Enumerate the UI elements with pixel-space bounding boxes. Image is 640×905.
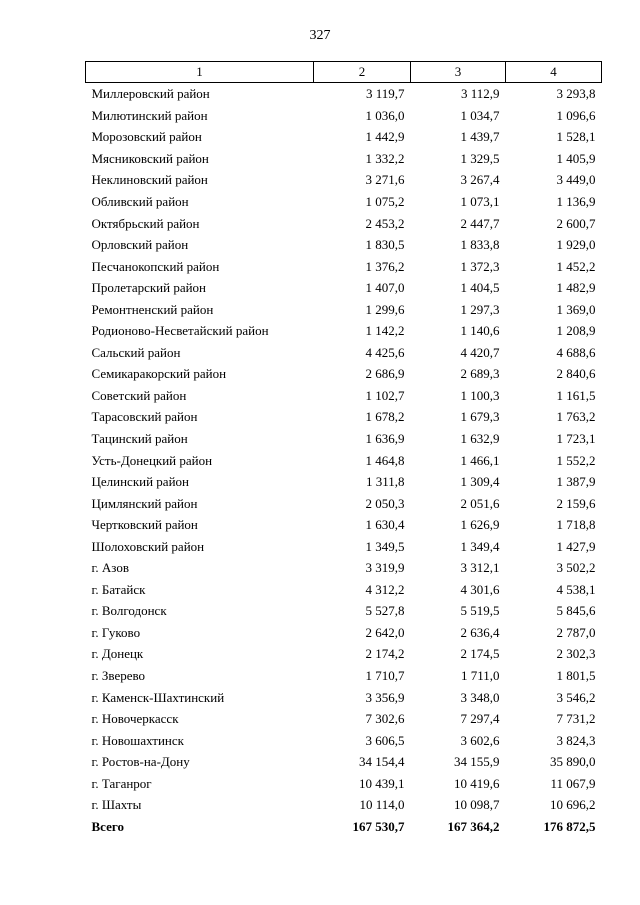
value-cell-col-4: 1 208,9: [556, 323, 596, 339]
value-cell-col-3: 1 073,1: [460, 194, 500, 209]
table-row: [86, 729, 602, 751]
value-cell-col-4: 2 600,7: [556, 215, 596, 231]
table-row: [86, 686, 602, 708]
value-cell-col-3: 3 267,4: [460, 172, 500, 188]
table-row: [86, 83, 602, 105]
table-row: [86, 320, 602, 342]
value-cell-col-3: 2 447,7: [460, 215, 500, 231]
value-cell-col-2: 3 356,9: [365, 689, 405, 705]
value-cell-col-4: 1 929,0: [556, 237, 596, 253]
district-name-cell: г. Новочеркасск: [91, 711, 179, 727]
district-name-cell: г. Гуково: [91, 624, 141, 640]
value-cell-col-4: 2 840,6: [556, 366, 596, 382]
value-cell-col-2: 4 425,6: [365, 344, 405, 360]
value-cell-col-2: 4 312,2: [365, 581, 405, 597]
value-cell-col-4: 4 538,1: [556, 581, 596, 597]
value-cell-col-3: 1 309,4: [460, 474, 500, 490]
header-col-3: 3: [411, 62, 506, 83]
value-cell-col-3: 3 312,1: [460, 560, 500, 576]
value-cell-col-4: 1 723,1: [556, 431, 596, 447]
value-cell-col-2: 1 036,0: [365, 107, 405, 123]
value-cell-col-4: 1 387,9: [556, 474, 596, 490]
value-cell-col-2: 2 453,2: [365, 215, 405, 231]
value-cell-col-2: 1 830,5: [365, 237, 405, 253]
value-cell-col-2: 1 142,2: [365, 323, 405, 339]
district-name-cell: Родионово-Несветайский район: [91, 323, 269, 339]
header-col-1: 1: [86, 62, 314, 83]
district-name-cell: Тацинский район: [91, 431, 188, 447]
value-cell-col-2: 3 319,9: [365, 560, 405, 576]
district-name-cell: Песчанокопский район: [91, 258, 220, 274]
value-cell-col-4: 2 787,0: [556, 624, 596, 640]
table-row: [86, 428, 602, 450]
district-name-cell: Милютинский район: [91, 107, 208, 123]
value-cell-col-4: 1 801,5: [556, 668, 596, 684]
total-row: [86, 816, 602, 838]
table-body: [86, 83, 602, 838]
table-row: [86, 191, 602, 213]
value-cell-col-2: 1 464,8: [365, 452, 405, 468]
value-cell-col-4: 1 427,9: [556, 538, 596, 554]
district-name-cell: г. Ростов-на-Дону: [91, 754, 190, 770]
value-cell-col-3: 1 100,3: [460, 387, 500, 403]
value-cell-col-4: 1 405,9: [556, 150, 596, 166]
value-cell-col-4: 1 763,2: [556, 409, 596, 425]
value-cell-col-3: 2 051,6: [460, 495, 500, 511]
value-cell-col-2: 2 642,0: [365, 624, 405, 640]
value-cell-col-2: 2 174,2: [365, 646, 405, 662]
value-cell-col-4: 1 482,9: [556, 280, 596, 296]
value-cell-col-3: 1 404,5: [460, 280, 500, 296]
table-row: [86, 600, 602, 622]
value-cell-col-4: 1 452,2: [556, 258, 596, 274]
value-cell-col-3: 1 372,3: [460, 258, 500, 274]
value-cell-col-2: 1 376,2: [365, 258, 405, 274]
table-row: [86, 471, 602, 493]
value-cell-col-3: 10 098,7: [454, 797, 500, 813]
district-name-cell: Орловский район: [91, 237, 189, 253]
value-cell-col-3: 1 679,3: [460, 409, 500, 425]
value-cell-col-3: 1 626,9: [460, 517, 500, 533]
value-cell-col-3: 34 155,9: [454, 754, 500, 770]
district-name-cell: Тарасовский район: [91, 409, 198, 425]
district-name-cell: Сальский район: [91, 344, 181, 360]
value-cell-col-2: 1 678,2: [365, 409, 405, 425]
district-name-cell: Шолоховский район: [91, 538, 205, 554]
value-cell-col-4: 176 872,5: [543, 818, 596, 834]
value-cell-col-2: 1 299,6: [365, 301, 405, 317]
value-cell-col-4: 3 546,2: [556, 689, 596, 705]
value-cell-col-4: 11 067,9: [550, 775, 596, 791]
district-name-cell: Всего: [91, 818, 124, 834]
value-cell-col-4: 1 161,5: [556, 387, 596, 403]
value-cell-col-2: 10 114,0: [359, 797, 405, 813]
report-table: [85, 61, 602, 837]
value-cell-col-4: 3 824,3: [556, 732, 596, 748]
district-name-cell: Семикаракорский район: [91, 366, 227, 382]
table-row: [86, 579, 602, 601]
value-cell-col-3: 10 419,6: [454, 775, 500, 791]
table-row: [86, 773, 602, 795]
district-name-cell: Усть-Донецкий район: [91, 452, 213, 468]
table-header: [86, 62, 602, 83]
value-cell-col-4: 3 449,0: [556, 172, 596, 188]
value-cell-col-2: 3 119,7: [365, 86, 405, 102]
header-row: [86, 62, 602, 83]
table-row: [86, 126, 602, 148]
table-row: [86, 255, 602, 277]
value-cell-col-4: 7 731,2: [556, 711, 596, 727]
value-cell-col-4: 10 696,2: [550, 797, 596, 813]
value-cell-col-2: 2 686,9: [365, 366, 405, 382]
district-name-cell: г. Батайск: [91, 581, 146, 597]
district-name-cell: Цимлянский район: [91, 495, 198, 511]
table-row: [86, 277, 602, 299]
district-name-cell: Неклиновский район: [91, 172, 208, 188]
table-row: [86, 449, 602, 471]
value-cell-col-3: 5 519,5: [460, 603, 500, 619]
value-cell-col-2: 2 050,3: [365, 495, 405, 511]
table-row: [86, 298, 602, 320]
table-row: [86, 794, 602, 816]
district-name-cell: Пролетарский район: [91, 280, 207, 296]
value-cell-col-3: 167 364,2: [447, 818, 500, 834]
table-row: [86, 557, 602, 579]
table-row: [86, 385, 602, 407]
table-row: [86, 751, 602, 773]
header-col-2: 2: [314, 62, 411, 83]
table-row: [86, 363, 602, 385]
value-cell-col-3: 1 349,4: [460, 538, 500, 554]
value-cell-col-3: 1 466,1: [460, 452, 500, 468]
table-row: [86, 234, 602, 256]
district-name-cell: г. Шахты: [91, 797, 142, 813]
value-cell-col-3: 7 297,4: [460, 711, 500, 727]
value-cell-col-2: 1 710,7: [365, 668, 405, 684]
value-cell-col-3: 1 632,9: [460, 431, 500, 447]
value-cell-col-2: 10 439,1: [359, 775, 405, 791]
table-row: [86, 212, 602, 234]
value-cell-col-2: 1 075,2: [365, 194, 405, 209]
page-number: 327: [309, 28, 331, 43]
value-cell-col-3: 4 420,7: [460, 344, 500, 360]
value-cell-col-4: 5 845,6: [556, 603, 596, 619]
value-cell-col-4: 2 159,6: [556, 495, 596, 511]
district-name-cell: Советский район: [91, 387, 187, 403]
value-cell-col-2: 3 271,6: [365, 172, 405, 188]
district-name-cell: г. Азов: [91, 560, 129, 576]
value-cell-col-2: 1 407,0: [365, 280, 405, 296]
value-cell-col-3: 3 602,6: [460, 732, 500, 748]
value-cell-col-4: 3 293,8: [556, 86, 596, 102]
value-cell-col-2: 3 606,5: [365, 732, 405, 748]
value-cell-col-2: 34 154,4: [359, 754, 405, 770]
table-row: [86, 342, 602, 364]
district-name-cell: г. Зверево: [91, 668, 146, 684]
header-col-4: 4: [506, 62, 602, 83]
value-cell-col-2: 1 630,4: [365, 517, 405, 533]
value-cell-col-3: 1 140,6: [460, 323, 500, 339]
district-name-cell: Обливский район: [91, 194, 189, 209]
table-row: [86, 665, 602, 687]
value-cell-col-3: 2 174,5: [460, 646, 500, 662]
value-cell-col-4: 1 718,8: [556, 517, 596, 533]
value-cell-col-2: 1 102,7: [365, 387, 405, 403]
table-row: [86, 535, 602, 557]
district-name-cell: г. Волгодонск: [91, 603, 167, 619]
value-cell-col-3: 3 348,0: [460, 689, 500, 705]
value-cell-col-3: 1 329,5: [460, 150, 500, 166]
table-row: [86, 492, 602, 514]
table-row: [86, 169, 602, 191]
district-name-cell: Октябрьский район: [91, 215, 200, 231]
district-name-cell: Морозовский район: [91, 129, 202, 145]
value-cell-col-3: 2 636,4: [460, 624, 500, 640]
district-name-cell: Ремонтненский район: [91, 301, 214, 317]
value-cell-col-3: 1 297,3: [460, 301, 500, 317]
value-cell-col-4: 35 890,0: [550, 754, 596, 770]
value-cell-col-2: 1 311,8: [365, 474, 405, 490]
district-name-cell: г. Новошахтинск: [91, 732, 184, 748]
table-row: [86, 105, 602, 127]
value-cell-col-4: 1 136,9: [556, 194, 596, 209]
district-name-cell: г. Донецк: [91, 646, 144, 662]
value-cell-col-2: 1 442,9: [365, 129, 405, 145]
value-cell-col-4: 3 502,2: [556, 560, 596, 576]
value-cell-col-4: 2 302,3: [556, 646, 596, 662]
value-cell-col-3: 1 833,8: [460, 237, 500, 253]
table-row: [86, 406, 602, 428]
district-name-cell: Целинский район: [91, 474, 189, 490]
value-cell-col-3: 4 301,6: [460, 581, 500, 597]
value-cell-col-4: 1 528,1: [556, 129, 596, 145]
table-row: [86, 708, 602, 730]
value-cell-col-2: 1 332,2: [365, 150, 405, 166]
value-cell-col-4: 4 688,6: [556, 344, 596, 360]
table-row: [86, 148, 602, 170]
value-cell-col-3: 1 711,0: [460, 668, 500, 684]
district-name-cell: г. Каменск-Шахтинский: [91, 689, 225, 705]
table-row: [86, 622, 602, 644]
table-row: [86, 514, 602, 536]
value-cell-col-4: 1 096,6: [556, 107, 596, 123]
district-name-cell: Мясниковский район: [91, 150, 209, 166]
value-cell-col-2: 167 530,7: [352, 818, 405, 834]
value-cell-col-3: 1 439,7: [460, 129, 500, 145]
value-cell-col-2: 7 302,6: [365, 711, 405, 727]
value-cell-col-2: 5 527,8: [365, 603, 405, 619]
table-row: [86, 643, 602, 665]
value-cell-col-2: 1 349,5: [365, 538, 405, 554]
value-cell-col-2: 1 636,9: [365, 431, 405, 447]
value-cell-col-4: 1 369,0: [556, 301, 596, 317]
value-cell-col-3: 1 034,7: [460, 107, 500, 123]
value-cell-col-3: 3 112,9: [460, 86, 500, 102]
value-cell-col-4: 1 552,2: [556, 452, 596, 468]
district-name-cell: Миллеровский район: [91, 86, 210, 102]
district-name-cell: г. Таганрог: [91, 775, 152, 791]
value-cell-col-3: 2 689,3: [460, 366, 500, 382]
district-name-cell: Чертковский район: [91, 517, 198, 533]
